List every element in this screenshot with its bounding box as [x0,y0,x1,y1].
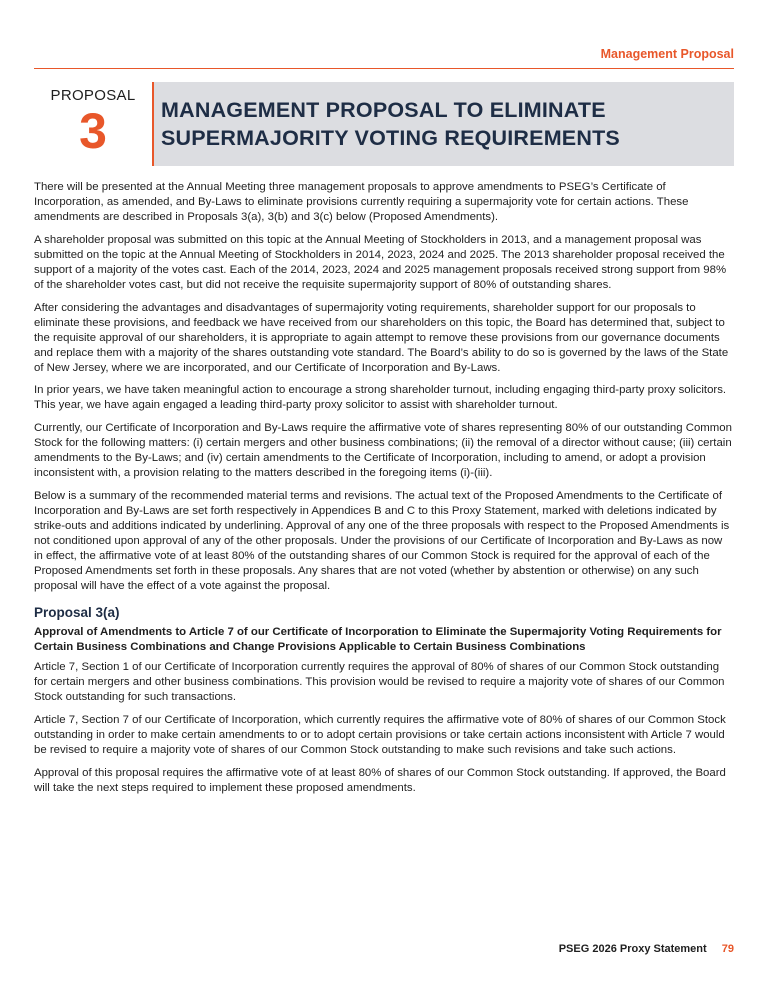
proposal-title [161,96,620,152]
subsection-paragraph: Article 7, Section 1 of our Certificate of Incorporation currently requires the approval of 80% of shares of our Common Stock outstanding for certain mergers and other business combinations. This provision would be revised to require a majority vote of shares of our Common Stock outstanding for such transactions. [34,660,725,703]
body-paragraph: In prior years, we have taken meaningful action to encourage a strong shareholder turnout, including engaging third-party proxy solicitors. This year, we have again engaged a leading third-party proxy solicitor to assist with shareholder turnout. [34,384,727,412]
body-paragraph: A shareholder proposal was submitted on this topic at the Annual Meeting of Stockholders in 2013, and a management proposal was submitted on the topic at the Annual Meeting of Stockholders in 2014, 2023, 2024 and 2025. The 2013 shareholder proposal received the support of a majority of the votes cast. Each of the 2014, 2023, 2024 and 2025 management proposals received strong support from 98% of the shareholder votes cast, but did not receive the requisite supermajority support of 80% of outstanding shares. [34,233,727,291]
proposal-title-line-2: SUPERMAJORITY VOTING REQUIREMENTS [161,126,620,150]
footer-page-number: 79 [721,943,734,955]
proposal-title-line-1: MANAGEMENT PROPOSAL TO ELIMINATE [161,98,606,122]
proposal-banner [34,82,734,166]
header-rule [34,68,734,69]
subsection-paragraph: Approval of this proposal requires the affirmative vote of at least 80% of shares of our Common Stock outstanding. If approved, the Board will take the next steps required to implement these proposed amendments. [34,766,726,794]
running-header-section-title: Management Proposal [600,47,734,61]
subsection-heading: Proposal 3(a) [34,604,120,620]
footer-document-title: PSEG 2026 Proxy Statement [558,943,707,955]
proposal-number: 3 [79,103,107,159]
body-paragraph: Below is a summary of the recommended material terms and revisions. The actual text of the Proposed Amendments to the Certificate of Incorporation and By-Laws are set forth respectively in Appendices B and C to this Proxy Statement, marked with deletions indicated by strike-outs and additions indicated by underlining. Approval of any one of the three proposals with respect to the Proposed Amendments is not conditioned upon approval of any of the other proposals. Under the provisions of our Certificate of Incorporation and By-Laws as now in effect, the affirmative vote of at least 80% of the outstanding shares of our Common Stock is required for the approval of each of the Proposed Amendments set forth in these proposals. Any shares that are not voted (whether by abstention or otherwise) on any such proposal will have the effect of a vote against the proposal. [34,489,730,592]
proposal-label-column [34,82,152,159]
subsection-paragraph: Article 7, Section 7 of our Certificate of Incorporation, which currently requires the affirmative vote of 80% of shares of our Common Stock outstanding in order to make certain amendments to or to adopt certain provisions or take certain actions inconsistent with Article 7 would be revised to require a majority vote of shares of our Common Stock outstanding to make such revisions and take such actions. [34,713,726,756]
subsection-subheading: Approval of Amendments to Article 7 of our Certificate of Incorporation to Eliminate the Supermajority Voting Requirements for Certain Business Combinations and Change Provisions Applicable to Certain Business Combinations [34,625,722,653]
body-paragraph: After considering the advantages and disadvantages of supermajority voting requirements, shareholder support for our proposals to eliminate these provisions, and feedback we have received from our shareholders on this topic, the Board has determined that, subject to the requisite approval of our shareholders, it is appropriate to again attempt to remove these provisions from our governance documents and replace them with a majority of the shares outstanding vote standard. The Board’s ability to do so is governed by the laws of the State of New Jersey, where we are incorporated, and our Certificate of Incorporation and By-Laws. [34,301,729,374]
body-paragraph: Currently, our Certificate of Incorporation and By-Laws require the affirmative vote of shares representing 80% of our outstanding Common Stock for the following matters: (i) certain mergers and other business combinations; (ii) the removal of a director without cause; (iii) certain amendments to the By-Laws; and (iv) certain amendments to the Certificate of Incorporation, including to amend, or adopt a provision inconsistent with, a provision relating to the matters described in the foregoing items (i)-(iii). [34,422,732,480]
proposal-title-box [154,82,734,166]
body-paragraph: There will be presented at the Annual Meeting three management proposals to approve amendments to PSEG’s Certificate of Incorporation, as amended, and By-Laws to eliminate provisions currently requiring a supermajority vote for certain actions. These amendments are described in Proposals 3(a), 3(b) and 3(c) below (Proposed Amendments). [34,181,689,223]
body-content [34,180,734,803]
page-footer [559,943,734,955]
proposal-label: PROPOSAL [50,87,136,104]
